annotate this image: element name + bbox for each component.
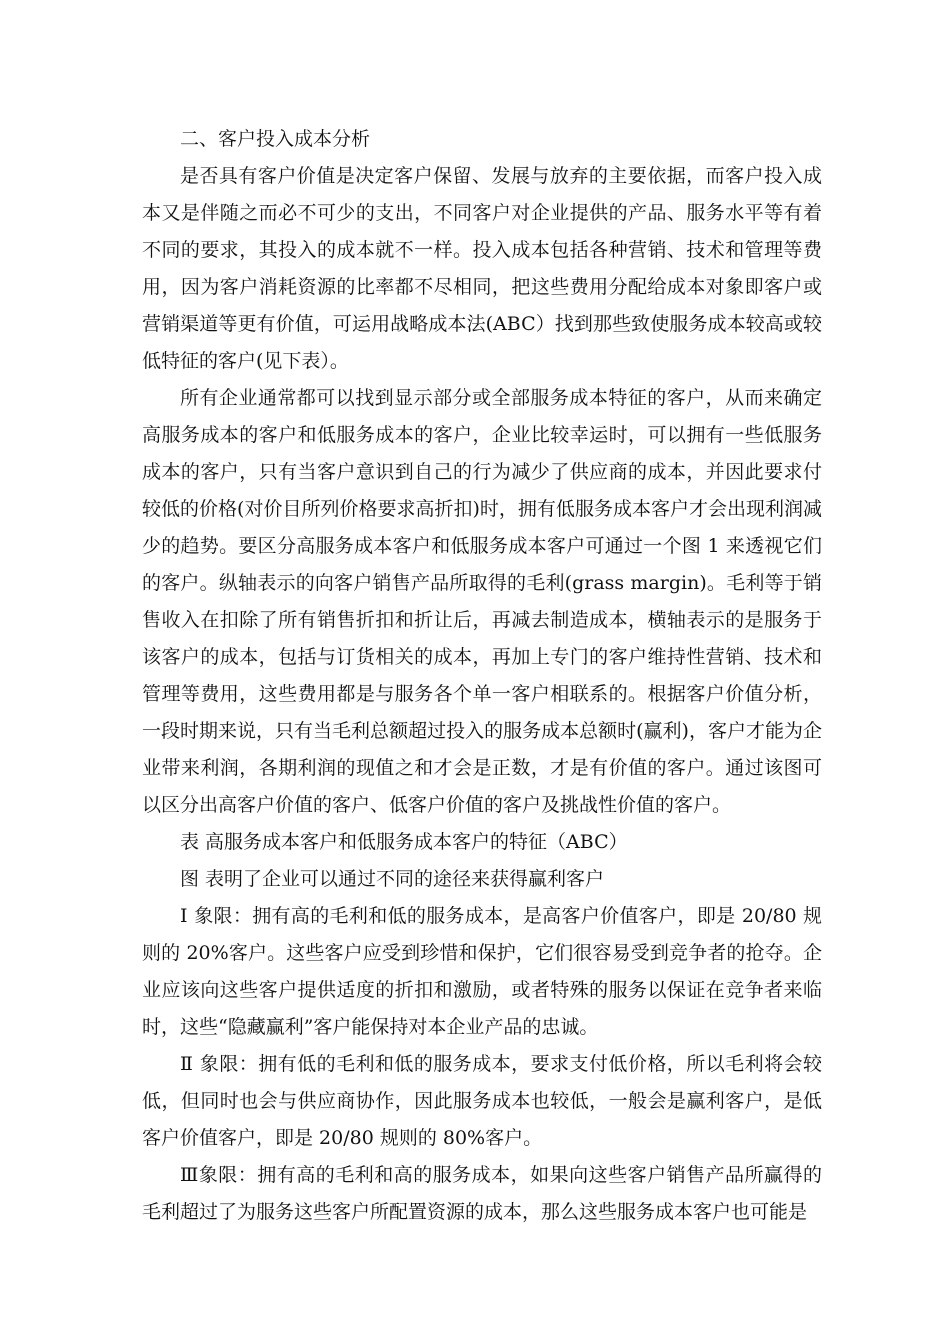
paragraph-customer-value: 是否具有客户价值是决定客户保留、发展与放弃的主要依据，而客户投入成本又是伴随之而必不可少的支出，不同客户对企业提供的产品、服务水平等有着不同的要求，其投入的成本就不一样。投入成本包括各种营销、技术和管理等费用，因为客户消耗资源的比率都不尽相同，把这些费用分配给成本对象即客户或营销渠道等更有价值，可运用战略成本法(ABC）找到那些致使服务成本较高或较低特征的客户(见下表）。	[142, 165, 822, 372]
table-caption: 表 高服务成本客户和低服务成本客户的特征（ABC）	[180, 831, 628, 853]
document-body	[142, 121, 822, 1231]
paragraph-service-cost: 所有企业通常都可以找到显示部分或全部服务成本特征的客户，从而来确定高服务成本的客户和低服务成本的客户，企业比较幸运时，可以拥有一些低服务成本的客户，只有当客户意识到自己的行为减少了供应商的成本，并因此要求付较低的价格(对价目所列价格要求高折扣)时，拥有低服务成本客户才会出现利润减少的趋势。要区分高服务成本客户和低服务成本客户可通过一个图 1 来透视它们的客户。纵轴表示的向客户销售产品所取得的毛利(grass margin)。毛利等于销售收入在扣除了所有销售折扣和折让后，再减去制造成本，横轴表示的是服务于该客户的成本，包括与订货相关的成本，再加上专门的客户维持性营销、技术和管理等费用，这些费用都是与服务各个单一客户相联系的。根据客户价值分析，一段时期来说，只有当毛利总额超过投入的服务成本总额时(赢利)，客户才能为企业带来利润，各期利润的现值之和才会是正数，才是有价值的客户。通过该图可以区分出高客户价值的客户、低客户价值的客户及挑战性价值的客户。	[142, 387, 822, 816]
paragraph-quadrant-3: Ⅲ象限：拥有高的毛利和高的服务成本，如果向这些客户销售产品所赢得的毛利超过了为服务这些客户所配置资源的成本，那么这些服务成本客户也可能是	[142, 1164, 822, 1223]
figure-caption: 图 表明了企业可以通过不同的途径来获得赢利客户	[180, 868, 605, 890]
paragraph-quadrant-1: Ⅰ 象限：拥有高的毛利和低的服务成本，是高客户价值客户，即是 20/80 规则的 20%客户。这些客户应受到珍惜和保护，它们很容易受到竞争者的抢夺。企业应该向这些客户提供适度的折扣和激励，或者特殊的服务以保证在竞争者来临时，这些“隐藏赢利”客户能保持对本企业产品的忠诚。	[142, 905, 822, 1038]
paragraph-quadrant-2: Ⅱ 象限：拥有低的毛利和低的服务成本，要求支付低价格，所以毛利将会较低，但同时也会与供应商协作，因此服务成本也较低，一般会是赢利客户，是低客户价值客户，即是 20/80 规则的 80%客户。	[142, 1053, 822, 1149]
section-heading: 二、客户投入成本分析	[180, 128, 371, 150]
